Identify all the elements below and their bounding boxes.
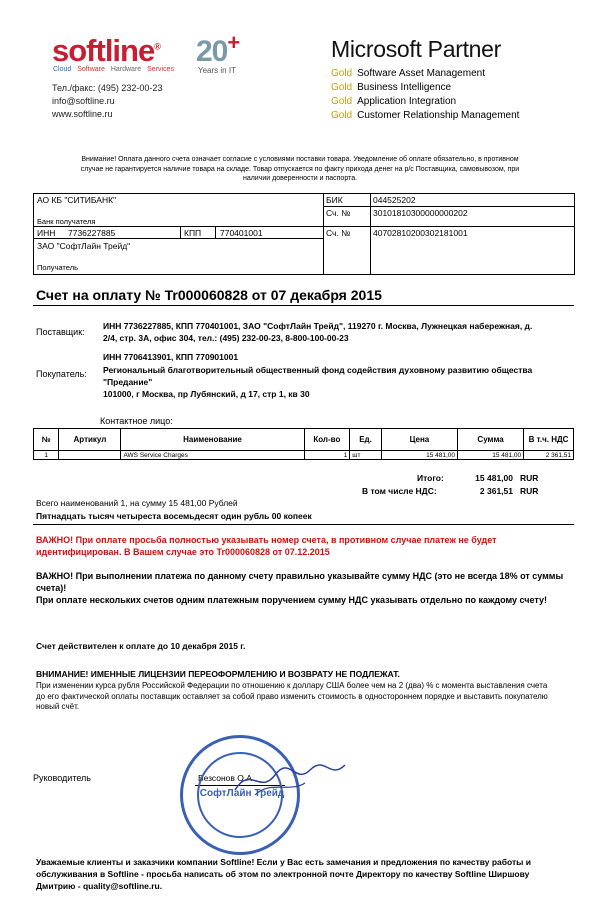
inn-value: 7736227885 — [68, 228, 116, 238]
vat-warning: ВАЖНО! При выполнении платежа по данному счету правильно указывайте сумму НДС (это не всегда 18% от суммы счета)! — [36, 571, 564, 593]
licenses-note: ВНИМАНИЕ! ИМЕННЫЕ ЛИЦЕНЗИИ ПЕРЕОФОРМЛЕНИЮ И ВОЗВРАТУ НЕ ПОДЛЕЖАТ. — [36, 669, 400, 679]
cell-unit: шт — [350, 451, 382, 460]
gold-label: Gold — [331, 68, 353, 79]
gold-label: Gold — [331, 82, 353, 93]
contact-website: www.softline.ru — [52, 109, 113, 119]
vat-total-label: В том числе НДС: — [362, 486, 437, 496]
exchange-rate-note: При изменении курса рубля Российской Федерации по отношению к доллару США более чем на 2 (два) % с момента выставления счета до его фактической оплаты поставщик оставляет за собой право изменить стоимость в одностороннем порядке и выставить покупателю новый счёт. — [36, 681, 548, 711]
anniversary-subtitle: Years in IT — [198, 66, 236, 75]
competency-name: Business Intelligence — [357, 82, 452, 93]
col-sum: Сумма — [458, 429, 524, 451]
invoice-title: Счет на оплату № Tr000060828 от 07 декабря 2015 — [36, 287, 382, 303]
gold-label: Gold — [331, 96, 353, 107]
title-divider — [33, 305, 574, 306]
col-qty: Кол-во — [304, 429, 350, 451]
multiple-invoices-warning: При оплате нескольких счетов одним платежным поручением сумму НДС указывать отдельно по каждому счету! — [36, 595, 548, 605]
bik-label: БИК — [326, 195, 343, 205]
validity-note: Счет действителен к оплате до 10 декабря 2015 г. — [36, 641, 246, 651]
vat-total-currency: RUR — [520, 486, 539, 496]
table-row — [34, 451, 574, 460]
logo-word: softline — [52, 33, 155, 68]
col-number: № — [34, 429, 59, 451]
cell-sum: 15 481,00 — [458, 451, 524, 460]
ms-competencies — [331, 67, 519, 123]
account-label: Сч. № — [326, 228, 351, 238]
anniv-number: 20 — [196, 35, 228, 68]
tagline-cloud: Cloud — [53, 66, 72, 73]
cell-vat: 2 361,51 — [524, 451, 574, 460]
bank-details-table — [33, 193, 575, 275]
corr-label: Сч. № — [326, 208, 351, 218]
total-value: 15 481,00 — [475, 473, 513, 483]
tagline-software: Software — [77, 66, 105, 73]
cell-number: 1 — [34, 451, 59, 460]
competency-name: Customer Relationship Management — [357, 110, 520, 121]
payment-notice: Внимание! Оплата данного счета означает согласие с условиями поставки товара. Уведомление об оплате обязательно, в противном случае не гарантируется наличие товара на складе. Товар отпускается по факту прихода денег на р/с Поставщика, самовывозом, при наличии доверенности и паспорта. — [80, 156, 520, 182]
col-vat: В т.ч. НДС — [524, 429, 574, 451]
col-article: Артикул — [59, 429, 121, 451]
col-name: Наименование — [121, 429, 304, 451]
competency-item — [331, 109, 519, 123]
competency-name: Software Asset Management — [357, 68, 485, 79]
contact-person-label: Контактное лицо: — [100, 416, 173, 426]
director-name: Безсонов О.А. — [198, 773, 255, 783]
contact-phone: Тел./факс: (495) 232-00-23 — [52, 83, 163, 93]
account-value: 40702810200302181001 — [373, 228, 468, 238]
ms-partner-title: Microsoft Partner — [331, 36, 502, 62]
cell-price: 15 481,00 — [381, 451, 457, 460]
supplier-label: Поставщик: — [36, 327, 85, 337]
gold-label: Gold — [331, 110, 353, 121]
items-table — [33, 428, 574, 460]
vat-total-value: 2 361,51 — [479, 486, 513, 496]
payment-reference-warning: ВАЖНО! При оплате просьба полностью указывать номер счета, в противном случае платеж не будет идентифицирован. В Вашем случае это Tr000060828 от 07.12.2015 — [36, 535, 497, 557]
softline-logo — [52, 33, 160, 69]
registered-mark: ® — [154, 41, 160, 52]
summary-divider — [33, 524, 574, 525]
cell-qty: 1 — [304, 451, 350, 460]
handwritten-signature — [230, 755, 350, 805]
cell-name: AWS Service Charges — [121, 451, 304, 460]
company-contacts — [52, 82, 162, 121]
buyer-label: Покупатель: — [36, 369, 87, 379]
quality-feedback-footer: Уважаемые клиенты и заказчики компании Softline! Если у Вас есть замечания и предложения по качеству работы и обслуживания в Softline - просьба написать об этом по электронной почте Директору по качеству Softline Ширшову Дмитрию - quality@softline.ru. — [36, 857, 532, 891]
col-unit: Ед. — [350, 429, 382, 451]
total-label: Итого: — [417, 473, 444, 483]
inn-label: ИНН — [37, 228, 56, 238]
amount-in-words: Пятнадцать тысяч четыреста восемьдесят один рубль 00 копеек — [36, 511, 312, 521]
total-currency: RUR — [520, 473, 539, 483]
bank-label: Банк получателя — [37, 217, 96, 226]
buyer-address: 101000, г Москва, пр Лубянский, д 17, стр 1, кв 30 — [103, 389, 310, 399]
director-label: Руководитель — [33, 773, 91, 783]
competency-item — [331, 81, 519, 95]
recipient-name: ЗАО "СофтЛайн Трейд" — [37, 241, 131, 251]
kpp-label: КПП — [184, 228, 202, 238]
supplier-details: ИНН 7736227885, КПП 770401001, ЗАО "СофтЛайн Трейд", 119270 г. Москва, Лужнецкая набережная, д. 2/4, стр. 3А, офис 304, тел.: (495) 232-00-23, 8-800-100-00-23 — [103, 321, 533, 343]
bik-value: 044525202 — [373, 195, 416, 205]
buyer-name: Региональный благотворительный общественный фонд содействия духовному развитию общества "Предание" — [103, 365, 533, 387]
corr-account: 30101810300000000202 — [373, 208, 468, 218]
tagline-services: Services — [147, 66, 174, 73]
anniversary-logo — [196, 30, 239, 69]
col-price: Цена — [381, 429, 457, 451]
bank-name: АО КБ "СИТИБАНК" — [37, 195, 117, 205]
logo-tagline — [53, 66, 178, 73]
recipient-label: Получатель — [37, 263, 78, 272]
competency-name: Application Integration — [357, 96, 457, 107]
competency-item — [331, 67, 519, 81]
stamp-text: СофтЛайн Трейд — [199, 788, 285, 799]
anniv-plus: + — [227, 30, 240, 55]
cell-article — [59, 451, 121, 460]
kpp-value: 770401001 — [220, 228, 263, 238]
competency-item — [331, 95, 519, 109]
buyer-ids: ИНН 7706413901, КПП 770901001 — [103, 352, 239, 362]
items-summary: Всего наименований 1, на сумму 15 481,00 Рублей — [36, 498, 238, 508]
table-header-row — [34, 429, 574, 451]
tagline-hardware: Hardware — [110, 66, 142, 73]
contact-email: info@softline.ru — [52, 96, 115, 106]
